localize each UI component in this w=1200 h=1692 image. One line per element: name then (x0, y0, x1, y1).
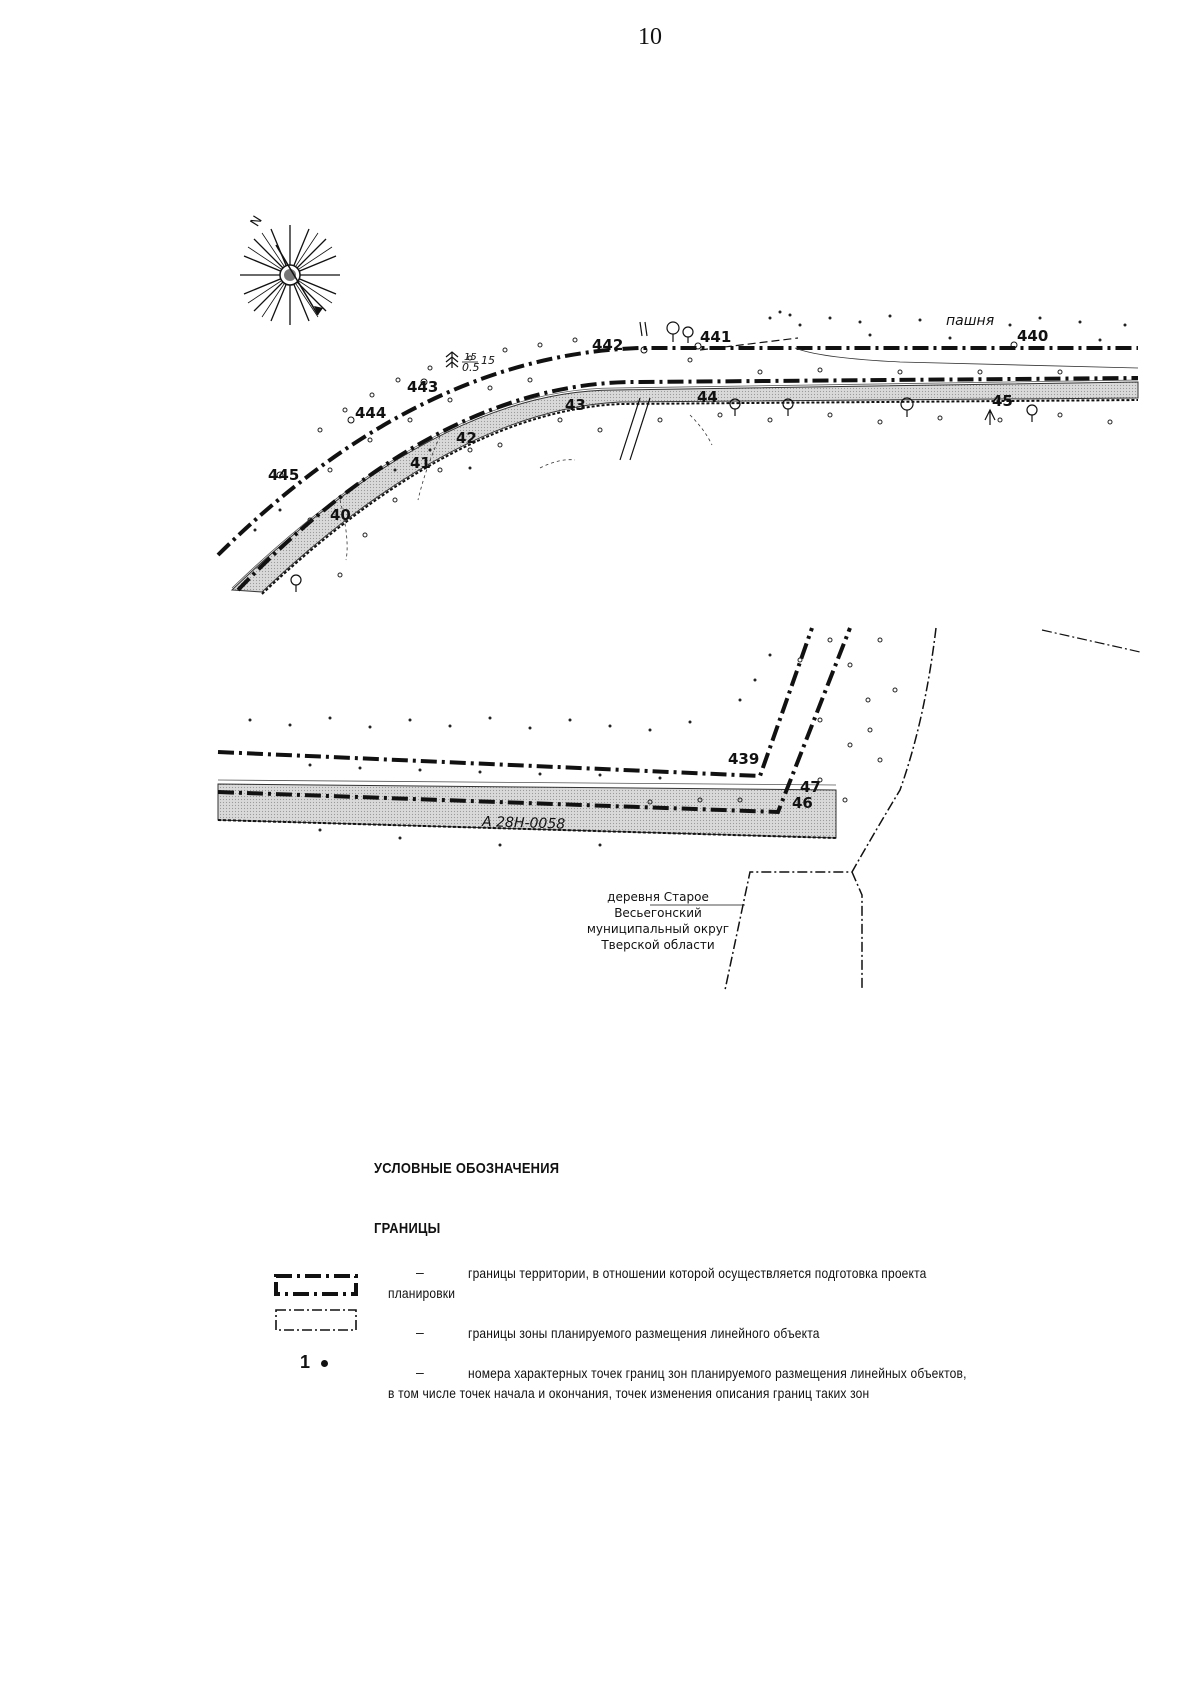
point-label-46: 46 (792, 794, 813, 812)
tree-fraction-right: 15 (481, 354, 495, 367)
point-label-439: 439 (728, 750, 760, 768)
legend-dash-1: – (416, 1264, 424, 1280)
point-label-42: 42 (456, 429, 477, 447)
legend-item-1-line1: границы территории, в отношении которой осуществляется подготовка проекта (468, 1265, 927, 1281)
point-label-43: 43 (565, 396, 586, 414)
village-label-line1: деревня Старое (607, 890, 709, 904)
tree-fraction-top: 15 (464, 352, 477, 363)
point-label-442: 442 (592, 336, 624, 354)
point-label-45: 45 (992, 392, 1013, 410)
village-label-line4: Тверской области (601, 938, 715, 952)
legend-item-3-line1: номера характерных точек границ зон планируемого размещения линейных объектов, (468, 1365, 967, 1381)
road-label: А 28Н-0058 (481, 814, 566, 833)
village-label-line2: Весьегонский (614, 906, 702, 920)
point-label-440: 440 (1017, 327, 1049, 345)
point-label-47: 47 (800, 778, 821, 796)
legend-section-title: ГРАНИЦЫ (374, 1220, 441, 1237)
legend-dash-2: – (416, 1324, 424, 1340)
compass-rose-icon (240, 225, 340, 325)
page-number: 10 (638, 24, 662, 50)
tree-fraction-bottom: 0.5 (462, 361, 480, 374)
compass-north-label: N (247, 213, 266, 230)
point-bullet-icon (321, 1360, 328, 1367)
legend-item-2-line1: границы зоны планируемого размещения линейного объекта (468, 1325, 820, 1341)
legend-dash-3: – (416, 1364, 424, 1380)
tree-fraction-icon (446, 352, 458, 368)
point-label-443: 443 (407, 378, 439, 396)
point-label-444: 444 (355, 404, 387, 422)
legend-symbol-point-label: 1 (300, 1352, 311, 1372)
point-label-445: 445 (268, 466, 300, 484)
village-label-line3: муниципальный округ (586, 922, 730, 936)
point-label-44: 44 (697, 388, 718, 406)
legend-item-3-line2: в том числе точек начала и окончания, точек изменения описания границ таких зон (388, 1385, 870, 1401)
field-label: пашня (946, 313, 995, 329)
boundary-outer-lower (218, 628, 812, 776)
legend-symbol-zone-boundary (274, 1306, 358, 1334)
legend-symbol-territory-boundary (274, 1270, 358, 1310)
legend-symbol-point-number (300, 1352, 328, 1373)
point-label-41: 41 (410, 454, 431, 472)
point-label-441: 441 (700, 328, 732, 346)
legend-title: УСЛОВНЫЕ ОБОЗНАЧЕНИЯ (374, 1160, 560, 1177)
point-label-40: 40 (330, 506, 351, 524)
legend-item-1-line2: планировки (388, 1285, 456, 1301)
